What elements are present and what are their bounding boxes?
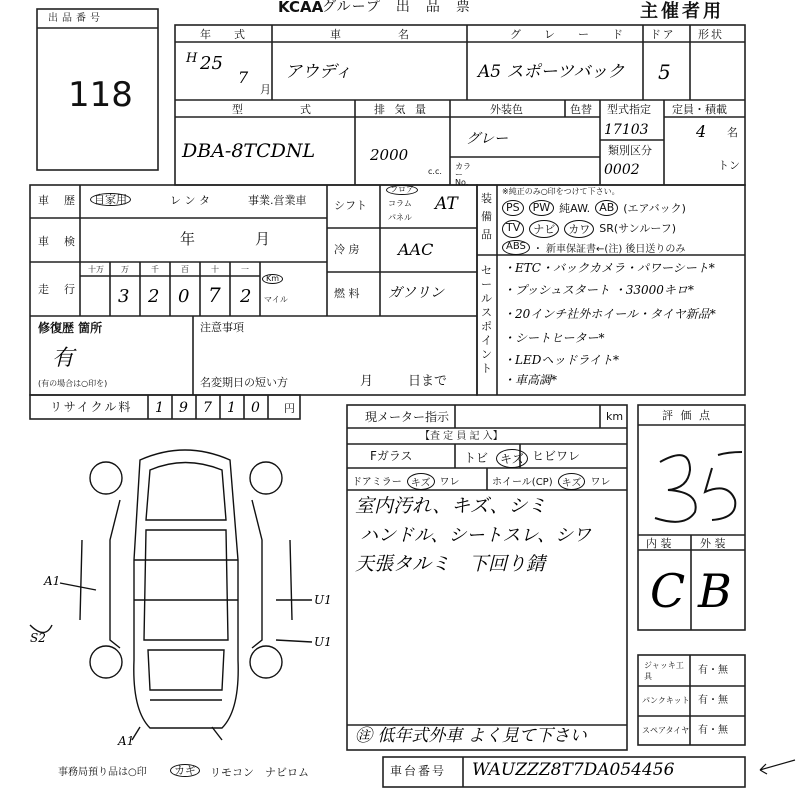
name-label: 車 名 [330,28,415,41]
tool-jack-value: 有・無 [698,665,728,676]
equip-tv: TV [502,220,524,238]
month-value: 7 [238,68,249,87]
equipment-row-1 [502,200,686,216]
color-label: 外装色 [490,103,523,116]
glass-marks [464,449,528,468]
meter-km-unit: km [606,410,624,423]
equip-warranty: ・ 新車保証書←(注) 後日送りのみ [532,244,686,255]
wheel-label: ホイール(CP) [492,477,553,488]
recycle-digit: 7 [203,400,212,416]
shift-panel-option: パネル [388,213,412,222]
equip-ps: PS [502,200,524,216]
other-items: リモコン ナビロム [210,766,309,779]
vehicle-name: アウディ [285,62,352,82]
color-change-label: 色替 [570,103,592,116]
mirror-label: ドアミラー [352,477,402,488]
exterior-label: 外 装 [700,537,726,550]
deadline-month: 月 [360,374,374,389]
equip-sunroof: SR(サンルーフ) [599,222,677,235]
equip-alloy-wheels: 純AW. [559,202,591,215]
lot-number: 118 [68,75,133,115]
inspection-month-unit: 月 [255,230,271,248]
wheel-row [492,473,610,490]
doors-label: ドア [650,28,676,41]
digit-label-10: 十 [211,265,219,274]
mileage-digit: 7 [208,283,221,307]
notes-label: 注意事項 [200,321,244,334]
shape-label: 形状 [698,28,724,41]
class-label: 類別区分 [608,144,652,157]
doors-value: 5 [658,60,671,84]
ac-label: 冷 房 [334,243,360,256]
model-value: DBA-8TCDNL [182,140,316,162]
km-option: Km [262,274,283,284]
business-option: 事業.営業車 [248,194,307,207]
inspector-remark: ハンドル、シートスレ、シワ [360,525,591,546]
glass-label: Fガラス [370,449,413,463]
month-unit: 月 [260,83,271,96]
inspector-footer-remark: ㊟ 低年式外車 よく見て下さい [355,726,587,746]
equip-abs: ABS [502,240,530,255]
interior-label: 内 装 [646,537,672,550]
equipment-note: ※純正のみ○印をつけて下さい。 [502,187,620,196]
color-no-label: カラー No. [455,162,471,187]
sales-point: ・LEDヘッドライト* [503,353,619,367]
inspector-title: 【査 定 員 記 入】 [420,431,503,442]
meter-label: 現メーター指示 [365,410,450,424]
repair-value: 有 [52,346,75,371]
equip-airbag: AB [595,200,618,216]
diagram-mark: U1 [314,635,332,649]
recycle-digit: 1 [227,400,236,416]
repair-note: (有の場合は○印を) [38,379,108,388]
tool-spare-label: スペアタイヤ [642,726,690,735]
color-value: グレー [466,131,508,147]
equip-leather: カワ [564,220,594,238]
glass-scratch: キズ [496,449,528,468]
equipment-row-2 [502,220,676,238]
class-value: 0002 [604,162,640,178]
year-value: 25 [200,53,223,74]
sales-point: ・プッシュスタート ・33000キロ* [503,283,694,297]
equip-airbag-desc: (エアバック) [623,202,686,215]
mileage-digit: 0 [178,286,190,307]
type-spec-value: 17103 [604,122,649,138]
inspector-remark: 室内汚れ、キズ、シミ [355,495,547,517]
mileage-digit: 2 [240,286,252,307]
car-diagram [30,450,312,740]
chassis-label: 車台番号 [390,764,447,778]
rating-label: 評 価 点 [662,409,712,422]
shift-label: シフト [334,199,367,212]
type-spec-label: 型式指定 [607,103,651,116]
capacity-label: 定員・積載 [672,103,727,116]
equip-navi: ナビ [529,220,559,238]
equipment-row-3 [502,240,685,255]
office-note: 事務局預り品は○印 [58,767,147,778]
mirror-row [352,473,460,490]
exterior-grade: B [698,564,732,618]
diagram-mark: A1 [118,734,135,748]
wheel-scratch: キズ [558,473,586,490]
interior-grade: C [650,564,686,618]
grade-label: グ レ ー ド [510,28,629,41]
shift-column-option: コラム [388,199,412,208]
year-label: 年 式 [200,28,251,41]
ac-value: AAC [398,240,434,259]
glass-crack: ヒビワレ [532,449,581,463]
cc-unit: c.c. [428,167,442,176]
recycle-label: リサイクル料 [50,400,133,414]
key-item: カギ [170,764,200,777]
sales-point: ・シートヒーター* [503,331,605,345]
yen-unit: 円 [284,402,295,415]
recycle-digit: 1 [155,400,164,416]
year-era: H [186,51,198,66]
fuel-label: 燃 料 [334,287,360,300]
organizer-label: 主催者用 [640,1,724,22]
sales-point: ・車高調* [503,373,558,387]
inspection-label: 車 検 [38,235,77,248]
shift-floor-option: フロア [386,185,418,195]
history-label: 車 歴 [38,194,77,207]
mileage-digit: 3 [118,286,130,307]
group-title: グループ 出 品 票 [322,0,471,15]
tool-jack-label: ジャッキ工具 [644,661,684,681]
recycle-digit: 0 [251,400,260,416]
sales-point: ・ETC・バックカメラ・パワーシート* [503,261,715,275]
deadline-day: 日まで [408,374,448,389]
digit-label-1k: 千 [151,265,159,274]
diagram-mark: U1 [314,593,332,607]
sales-points-label: セールスポイント [481,264,492,375]
capacity-value: 4 [696,122,707,141]
recycle-digit: 9 [179,400,188,416]
rental-option: レ ン タ [170,194,210,207]
digit-label-10k: 万 [121,265,129,274]
chassis-number: WAUZZZ8T7DA054456 [472,760,675,780]
mileage-label: 走 行 [38,283,77,296]
diagram-mark: A1 [44,574,61,588]
load-unit: トン [718,159,740,172]
mirror-scratch: キズ [407,473,435,490]
digit-label-100: 百 [181,265,189,274]
digit-label-100k: 十万 [88,265,104,274]
inspector-remark: 天張タルミ 下回り錆 [355,553,546,575]
capacity-unit: 名 [727,126,738,139]
deadline-label: 名変期日の短い方 [200,376,288,389]
equip-pw: PW [529,200,555,216]
sales-point: ・20インチ社外ホイール・タイヤ新品* [503,307,716,321]
private-use-option: 自家用 [90,193,131,206]
grade-value: A5 スポーツバック [478,62,625,82]
digit-label-1: 一 [241,265,249,274]
displacement-label: 排 気 量 [374,103,429,116]
mirror-crack: ワレ [439,477,460,488]
fuel-value: ガソリン [388,285,444,301]
logo: KCAA [278,0,324,16]
wheel-crack: ワレ [590,477,611,488]
mile-option: マイル [264,295,288,304]
diagram-mark: S2 [30,631,46,645]
tool-puncture-label: パンクキット [642,696,690,705]
mileage-digit: 2 [148,286,160,307]
equipment-label: 装備品 [481,192,492,241]
lot-number-label: 出品番号 [48,13,104,24]
shift-value: AT [435,194,458,214]
model-label: 型 式 [232,103,317,116]
tool-puncture-value: 有・無 [698,695,728,706]
displacement-value: 2000 [370,146,409,164]
repair-label: 修復歴 箇所 [38,321,103,335]
tool-spare-value: 有・無 [698,725,728,736]
inspection-year-unit: 年 [180,230,196,248]
glass-chip: トビ [464,451,489,465]
